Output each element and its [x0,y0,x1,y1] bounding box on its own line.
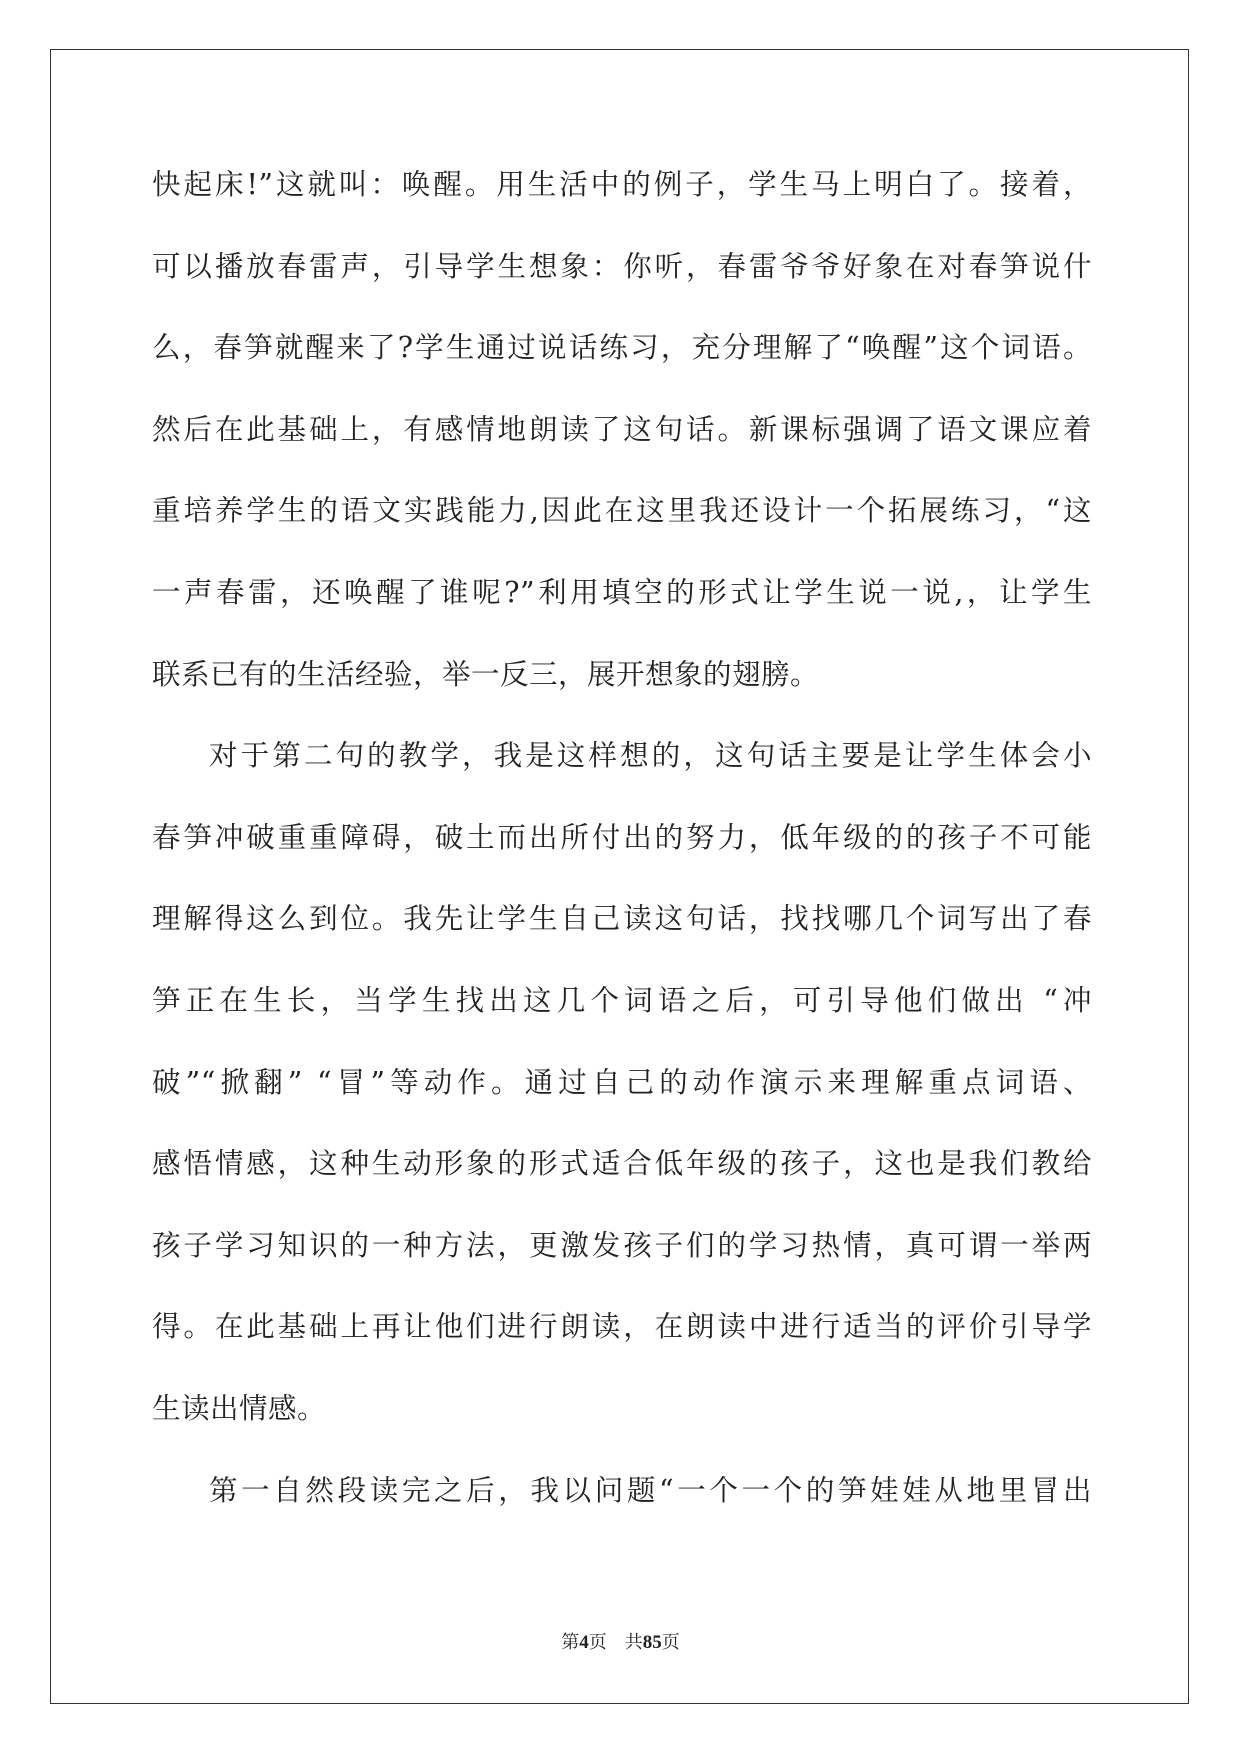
text-line: 春笋冲破重重障碍，破土而出所付出的努力，低年级的的孩子不可能 [152,820,1092,854]
text-line: 孩子学习知识的一种方法，更激发孩子们的学习热情，真可谓一举两 [152,1228,1092,1262]
text-line: 理解得这么到位。我先让学生自己读这句话，找找哪几个词写出了春 [152,902,1092,936]
page-number: 4 [579,1632,589,1653]
text-line: 联系已有的生活经验，举一反三，展开想象的翅膀。 [152,657,820,691]
page-prefix: 第 [561,1632,580,1653]
total-prefix: 共 [624,1632,643,1653]
text-line: 快起床!”这就叫：唤醒。用生活中的例子，学生马上明白了。接着， [152,168,1092,201]
paragraph-start-line: 对于第二句的教学，我是这样想的，这句话主要是让学生体会小 [209,739,1092,773]
total-pages: 85 [642,1632,662,1653]
text-line: 重培养学生的语文实践能力,因此在这里我还设计一个拓展练习，“这 [152,494,1092,528]
text-line: 生读出情感。 [152,1391,327,1425]
paragraph-start-line: 第一自然段读完之后，我以问题“一个一个的笋娃娃从地里冒出 [209,1473,1092,1507]
text-line: 么，春笋就醒来了?学生通过说话练习，充分理解了“唤醒”这个词语。 [152,331,1092,365]
text-line: 一声春雷，还唤醒了谁呢?”利用填空的形式让学生说一说,，让学生 [152,575,1092,609]
text-line: 破”“掀翻” “冒”等动作。通过自己的动作演示来理解重点词语、 [152,1065,1092,1099]
page-suffix: 页 [588,1632,607,1653]
text-line: 可以播放春雷声，引导学生想象：你听，春雷爷爷好象在对春笋说什 [152,249,1092,283]
page-footer [0,1628,1241,1654]
text-line: 感悟情感，这种生动形象的形式适合低年级的孩子，这也是我们教给 [152,1147,1092,1181]
text-line: 然后在此基础上，有感情地朗读了这句话。新课标强调了语文课应着 [152,412,1092,446]
text-line: 笋正在生长，当学生找出这几个词语之后，可引导他们做出 “冲 [152,983,1092,1017]
text-line: 得。在此基础上再让他们进行朗读，在朗读中进行适当的评价引导学 [152,1310,1092,1344]
total-suffix: 页 [661,1632,680,1653]
body-text [152,161,1092,1548]
